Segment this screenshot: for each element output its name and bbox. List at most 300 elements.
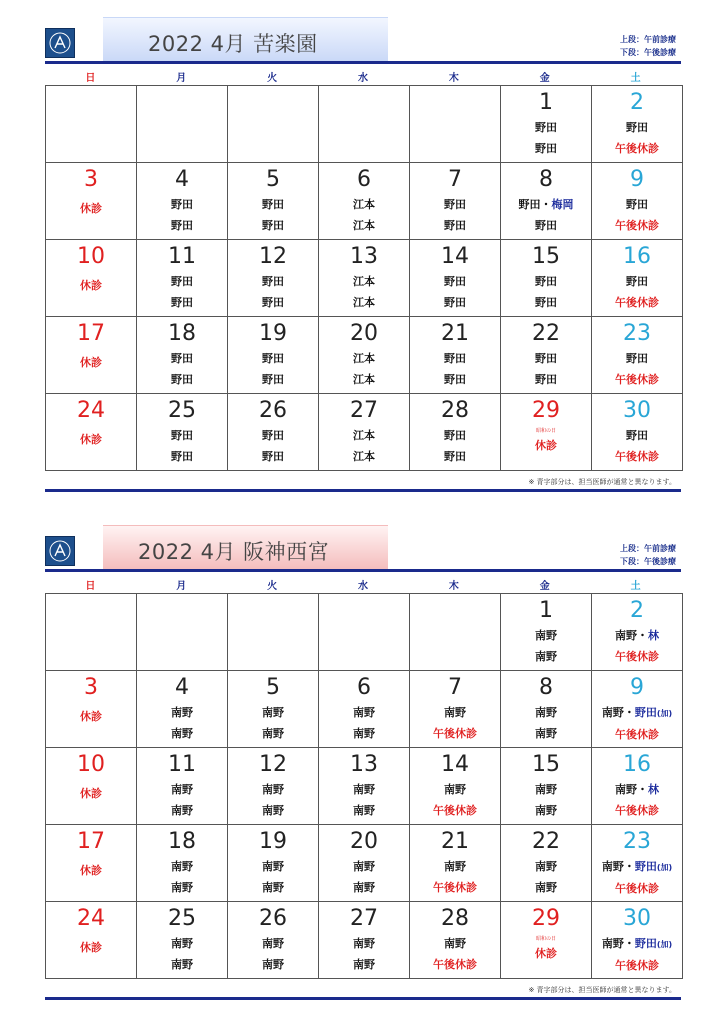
pm-doctor: 南野 — [353, 958, 375, 971]
am-doctor-name: 南野 — [444, 860, 466, 873]
day-number: 8 — [539, 167, 553, 192]
am-doctor-name: 野田・ — [518, 198, 552, 211]
day-cell — [46, 902, 136, 978]
closed-label: 休診 — [80, 279, 102, 292]
am-doctor-name: 野田 — [444, 429, 466, 442]
calendar-day — [228, 902, 319, 979]
day-number: 24 — [77, 906, 105, 931]
dow-wed: 水 — [357, 73, 368, 84]
day-number: 6 — [357, 675, 371, 700]
day-number: 7 — [448, 167, 462, 192]
day-cell — [319, 902, 409, 978]
pm-doctor: 野田 — [444, 296, 466, 309]
calendar-day — [46, 902, 137, 979]
day-number: 23 — [623, 829, 651, 854]
pm-doctor: 午後休診 — [615, 650, 659, 663]
am-doctor-name: 南野 — [535, 783, 557, 796]
calendar-day — [319, 825, 410, 902]
day-number: 13 — [350, 752, 378, 777]
dow-sun: 日 — [85, 581, 96, 592]
am-doctor — [602, 856, 672, 878]
am-doctor — [262, 779, 284, 800]
substitute-doctor: 野田 — [634, 937, 657, 950]
day-number: 24 — [77, 398, 105, 423]
weekday-header — [45, 580, 681, 594]
day-cell — [501, 748, 591, 824]
pm-doctor: 野田 — [171, 450, 193, 463]
calendar-day — [501, 748, 592, 825]
am-doctor-name: 野田 — [444, 275, 466, 288]
pm-doctor: 南野 — [262, 881, 284, 894]
day-cell — [137, 748, 227, 824]
am-doctor-name: 南野 — [535, 629, 557, 642]
day-cell — [46, 748, 136, 824]
am-doctor-name: 野田 — [626, 198, 648, 211]
day-number: 3 — [84, 675, 98, 700]
pm-doctor: 江本 — [353, 373, 375, 386]
pm-doctor: 南野 — [353, 881, 375, 894]
header-rule — [45, 569, 681, 572]
calendar-week — [46, 594, 683, 671]
dow-thu: 木 — [448, 581, 459, 592]
am-doctor-name: 野田 — [171, 429, 193, 442]
am-doctor-name: 野田 — [262, 429, 284, 442]
calendar-week — [46, 671, 683, 748]
day-number: 1 — [539, 598, 553, 623]
day-cell — [228, 825, 318, 901]
pm-doctor: 午後休診 — [433, 727, 477, 740]
pm-doctor: 南野 — [535, 727, 557, 740]
pm-doctor: 野田 — [262, 450, 284, 463]
am-doctor-name: 江本 — [353, 275, 375, 288]
day-cell — [137, 671, 227, 747]
am-doctor-name: 南野 — [353, 783, 375, 796]
calendar-day — [137, 902, 228, 979]
day-cell — [592, 594, 682, 670]
day-cell — [501, 902, 591, 978]
day-number: 17 — [77, 321, 105, 346]
substitute-doctor: 梅岡 — [551, 198, 574, 211]
dow-tue: 火 — [267, 581, 278, 592]
day-number: 11 — [168, 244, 196, 269]
day-cell — [410, 671, 500, 747]
am-doctor-name: 野田 — [171, 352, 193, 365]
pm-doctor: 野田 — [171, 373, 193, 386]
day-number: 2 — [630, 598, 644, 623]
day-number: 7 — [448, 675, 462, 700]
day-number: 12 — [259, 752, 287, 777]
am-doctor-name: 南野 — [171, 860, 193, 873]
pm-doctor: 南野 — [171, 881, 193, 894]
day-number: 13 — [350, 244, 378, 269]
day-number: 21 — [441, 829, 469, 854]
holiday-name: 昭和の日 — [535, 936, 556, 942]
am-doctor-name: 南野・ — [601, 937, 635, 950]
day-cell — [410, 902, 500, 978]
pm-doctor: 午後休診 — [615, 959, 659, 972]
calendar-week — [46, 748, 683, 825]
substitute-doctor: 野田 — [634, 860, 657, 873]
calendar-day — [137, 594, 228, 671]
am-doctor — [615, 779, 659, 800]
pm-doctor: 休診 — [535, 947, 557, 960]
am-doctor-name: 野田 — [626, 429, 648, 442]
calendar-grid — [45, 593, 683, 979]
calendar-day — [46, 671, 137, 748]
am-doctor — [353, 933, 375, 954]
am-doctor-name: 野田 — [535, 352, 557, 365]
day-number: 30 — [623, 906, 651, 931]
footnote: ※ 青字部分は、担当医師が通常と異なります。 — [528, 986, 676, 994]
calendar-day — [228, 671, 319, 748]
day-number: 10 — [77, 752, 105, 777]
day-number: 14 — [441, 244, 469, 269]
am-doctor — [262, 702, 284, 723]
day-number: 16 — [623, 752, 651, 777]
dow-sat: 土 — [630, 73, 641, 84]
am-doctor — [353, 856, 375, 877]
am-doctor-name: 南野 — [353, 937, 375, 950]
day-number: 27 — [350, 906, 378, 931]
day-cell — [228, 748, 318, 824]
am-doctor-name: 江本 — [353, 198, 375, 211]
calendar-week — [46, 902, 683, 979]
pm-doctor: 南野 — [535, 804, 557, 817]
page-title: 2022 4月 阪神西宮 — [103, 525, 388, 570]
footnote: ※ 青字部分は、担当医師が通常と異なります。 — [528, 478, 676, 486]
calendar-day — [410, 594, 501, 671]
am-doctor — [171, 933, 193, 954]
day-number: 29 — [532, 398, 560, 423]
day-number: 21 — [441, 321, 469, 346]
calendar-day — [501, 671, 592, 748]
substitute-note: (加) — [656, 940, 673, 949]
day-cell — [228, 671, 318, 747]
am-doctor-name: 野田 — [171, 275, 193, 288]
footer-rule — [45, 997, 681, 1000]
page-title: 2022 4月 苦楽園 — [103, 17, 388, 62]
am-doctor-name: 野田 — [626, 121, 648, 134]
note-pm: 下段：午後診療 — [620, 557, 676, 566]
day-number: 19 — [259, 321, 287, 346]
day-cell — [137, 594, 227, 670]
day-number: 9 — [630, 675, 644, 700]
pm-doctor: 午後休診 — [615, 450, 659, 463]
day-cell — [319, 748, 409, 824]
pm-doctor: 午後休診 — [433, 881, 477, 894]
day-cell — [228, 902, 318, 978]
am-doctor-name: 南野 — [353, 860, 375, 873]
pm-doctor: 休診 — [535, 439, 557, 452]
day-number: 23 — [623, 321, 651, 346]
am-doctor — [171, 702, 193, 723]
pm-doctor: 江本 — [353, 450, 375, 463]
substitute-note: (加) — [656, 709, 673, 718]
calendar-day — [501, 902, 592, 979]
pm-doctor: 野田 — [262, 296, 284, 309]
am-doctor — [602, 933, 672, 955]
pm-doctor: 南野 — [535, 650, 557, 663]
day-cell — [137, 825, 227, 901]
pm-doctor: 南野 — [353, 727, 375, 740]
calendar-day — [228, 748, 319, 825]
pm-doctor: 野田 — [444, 219, 466, 232]
day-cell — [46, 594, 136, 670]
pm-doctor: 午後休診 — [615, 804, 659, 817]
am-doctor — [615, 625, 659, 646]
calendar-day — [592, 825, 683, 902]
day-cell — [592, 748, 682, 824]
pm-doctor: 野田 — [535, 296, 557, 309]
day-number: 5 — [266, 675, 280, 700]
pm-doctor: 午後休診 — [615, 882, 659, 895]
closed-label: 休診 — [80, 356, 102, 369]
am-doctor-name: 南野 — [353, 706, 375, 719]
pm-doctor: 午後休診 — [615, 219, 659, 232]
calendar-day — [46, 594, 137, 671]
pm-doctor: 南野 — [171, 804, 193, 817]
am-doctor — [535, 702, 557, 723]
pm-doctor: 野田 — [444, 373, 466, 386]
day-cell — [46, 825, 136, 901]
am-doctor — [602, 702, 672, 724]
pm-doctor: 午後休診 — [433, 958, 477, 971]
am-doctor-name: 南野 — [444, 937, 466, 950]
dow-mon: 月 — [176, 73, 187, 84]
closed-label: 休診 — [80, 941, 102, 954]
pm-doctor: 野田 — [262, 219, 284, 232]
day-number: 8 — [539, 675, 553, 700]
day-number: 30 — [623, 398, 651, 423]
calendar-day — [137, 748, 228, 825]
am-doctor-name: 南野 — [262, 706, 284, 719]
am-doctor — [535, 625, 557, 646]
am-doctor-name: 南野 — [535, 860, 557, 873]
pm-doctor: 野田 — [171, 296, 193, 309]
am-doctor — [171, 856, 193, 877]
pm-doctor: 野田 — [535, 219, 557, 232]
pm-doctor: 午後休診 — [433, 804, 477, 817]
calendar-day — [137, 825, 228, 902]
am-doctor-name: 野田 — [262, 352, 284, 365]
calendar-day — [319, 902, 410, 979]
day-cell — [501, 594, 591, 670]
day-number: 25 — [168, 398, 196, 423]
substitute-doctor: 林 — [648, 783, 659, 796]
day-cell — [410, 825, 500, 901]
day-number: 14 — [441, 752, 469, 777]
day-cell — [592, 902, 682, 978]
am-doctor-name: 江本 — [353, 352, 375, 365]
am-doctor — [444, 856, 466, 877]
day-number: 15 — [532, 244, 560, 269]
pm-doctor: 南野 — [262, 804, 284, 817]
pm-doctor: 野田 — [444, 450, 466, 463]
day-number: 20 — [350, 829, 378, 854]
pm-doctor: 南野 — [171, 727, 193, 740]
am-doctor — [444, 933, 466, 954]
day-cell — [46, 671, 136, 747]
closed-label: 休診 — [80, 787, 102, 800]
day-number: 26 — [259, 906, 287, 931]
dow-fri: 金 — [539, 73, 550, 84]
calendar-day — [592, 748, 683, 825]
substitute-note: (加) — [656, 863, 673, 872]
day-cell — [592, 825, 682, 901]
dow-sun: 日 — [85, 73, 96, 84]
am-doctor-name: 南野・ — [615, 629, 648, 642]
day-cell — [228, 594, 318, 670]
am-doctor — [262, 933, 284, 954]
am-doctor-name: 野田 — [535, 121, 557, 134]
calendar-day — [592, 902, 683, 979]
day-number: 27 — [350, 398, 378, 423]
note-am: 上段：午前診療 — [620, 35, 676, 44]
calendar-day — [410, 748, 501, 825]
dow-wed: 水 — [357, 581, 368, 592]
clinic-logo-icon — [45, 536, 75, 566]
day-number: 10 — [77, 244, 105, 269]
dow-fri: 金 — [539, 581, 550, 592]
am-doctor-name: 南野 — [262, 783, 284, 796]
day-number: 15 — [532, 752, 560, 777]
am-doctor-name: 南野 — [171, 783, 193, 796]
am-doctor — [444, 779, 466, 800]
am-doctor — [262, 856, 284, 877]
am-doctor — [444, 702, 466, 723]
am-doctor-name: 南野 — [171, 706, 193, 719]
day-number: 25 — [168, 906, 196, 931]
day-number: 22 — [532, 321, 560, 346]
am-doctor-name: 南野 — [262, 937, 284, 950]
day-number: 29 — [532, 906, 560, 931]
holiday-name: 昭和の日 — [535, 428, 556, 434]
am-doctor-name: 江本 — [353, 429, 375, 442]
am-doctor-name: 野田 — [262, 275, 284, 288]
day-number: 5 — [266, 167, 280, 192]
note-pm: 下段：午後診療 — [620, 48, 676, 57]
substitute-doctor: 林 — [648, 629, 659, 642]
day-number: 20 — [350, 321, 378, 346]
substitute-doctor: 野田 — [634, 706, 657, 719]
day-cell — [501, 825, 591, 901]
day-number: 16 — [623, 244, 651, 269]
calendar-day — [137, 671, 228, 748]
pm-doctor: 南野 — [353, 804, 375, 817]
am-doctor-name: 野田 — [535, 275, 557, 288]
am-doctor-name: 南野・ — [601, 860, 635, 873]
day-number: 3 — [84, 167, 98, 192]
closed-label: 休診 — [80, 202, 102, 215]
calendar-day — [592, 671, 683, 748]
am-doctor-name: 南野・ — [601, 706, 635, 719]
am-doctor — [535, 856, 557, 877]
am-doctor-name: 野田 — [171, 198, 193, 211]
pm-doctor: 南野 — [262, 727, 284, 740]
day-cell — [319, 671, 409, 747]
day-number: 2 — [630, 90, 644, 115]
dow-mon: 月 — [176, 581, 187, 592]
am-doctor-name: 南野 — [171, 937, 193, 950]
pm-doctor: 南野 — [171, 958, 193, 971]
day-number: 4 — [175, 675, 189, 700]
pm-doctor: 南野 — [535, 881, 557, 894]
pm-doctor: 野田 — [171, 219, 193, 232]
day-number: 9 — [630, 167, 644, 192]
am-doctor-name: 南野 — [444, 706, 466, 719]
note-am: 上段：午前診療 — [620, 544, 676, 553]
day-number: 6 — [357, 167, 371, 192]
am-doctor-name: 南野 — [444, 783, 466, 796]
day-number: 28 — [441, 906, 469, 931]
calendar-day — [46, 825, 137, 902]
pm-doctor: 野田 — [535, 142, 557, 155]
calendar-day — [46, 748, 137, 825]
calendar-day — [501, 594, 592, 671]
day-number: 12 — [259, 244, 287, 269]
calendar-day — [319, 594, 410, 671]
day-cell — [319, 825, 409, 901]
day-cell — [592, 671, 682, 747]
day-number: 18 — [168, 829, 196, 854]
pm-doctor: 午後休診 — [615, 728, 659, 741]
closed-label: 休診 — [80, 864, 102, 877]
am-doctor — [353, 779, 375, 800]
day-number: 22 — [532, 829, 560, 854]
day-cell — [319, 594, 409, 670]
day-number: 28 — [441, 398, 469, 423]
am-doctor-name: 野田 — [262, 198, 284, 211]
am-doctor — [535, 779, 557, 800]
calendar-day — [410, 825, 501, 902]
am-doctor-name: 南野・ — [615, 783, 648, 796]
am-doctor-name: 野田 — [444, 352, 466, 365]
closed-label: 休診 — [80, 710, 102, 723]
calendar-day — [228, 594, 319, 671]
calendar-day — [501, 825, 592, 902]
calendar-day — [410, 902, 501, 979]
dow-tue: 火 — [267, 73, 278, 84]
day-cell — [501, 671, 591, 747]
day-number: 4 — [175, 167, 189, 192]
calendar-day — [592, 594, 683, 671]
calendar-day — [319, 671, 410, 748]
calendar-day — [228, 825, 319, 902]
day-number: 17 — [77, 829, 105, 854]
dow-thu: 木 — [448, 73, 459, 84]
day-cell — [410, 594, 500, 670]
pm-doctor: 野田 — [262, 373, 284, 386]
pm-doctor: 午後休診 — [615, 296, 659, 309]
day-number: 11 — [168, 752, 196, 777]
closed-label: 休診 — [80, 433, 102, 446]
am-doctor — [353, 702, 375, 723]
am-doctor — [171, 779, 193, 800]
pm-doctor: 江本 — [353, 296, 375, 309]
pm-doctor: 午後休診 — [615, 373, 659, 386]
am-doctor-name: 野田 — [626, 352, 648, 365]
am-doctor-name: 野田 — [626, 275, 648, 288]
day-cell — [137, 902, 227, 978]
pm-doctor: 江本 — [353, 219, 375, 232]
pm-doctor: 南野 — [262, 958, 284, 971]
day-number: 19 — [259, 829, 287, 854]
calendar-day — [319, 748, 410, 825]
am-doctor-name: 南野 — [535, 706, 557, 719]
calendar-day — [410, 671, 501, 748]
pm-doctor: 野田 — [535, 373, 557, 386]
am-doctor-name: 野田 — [444, 198, 466, 211]
